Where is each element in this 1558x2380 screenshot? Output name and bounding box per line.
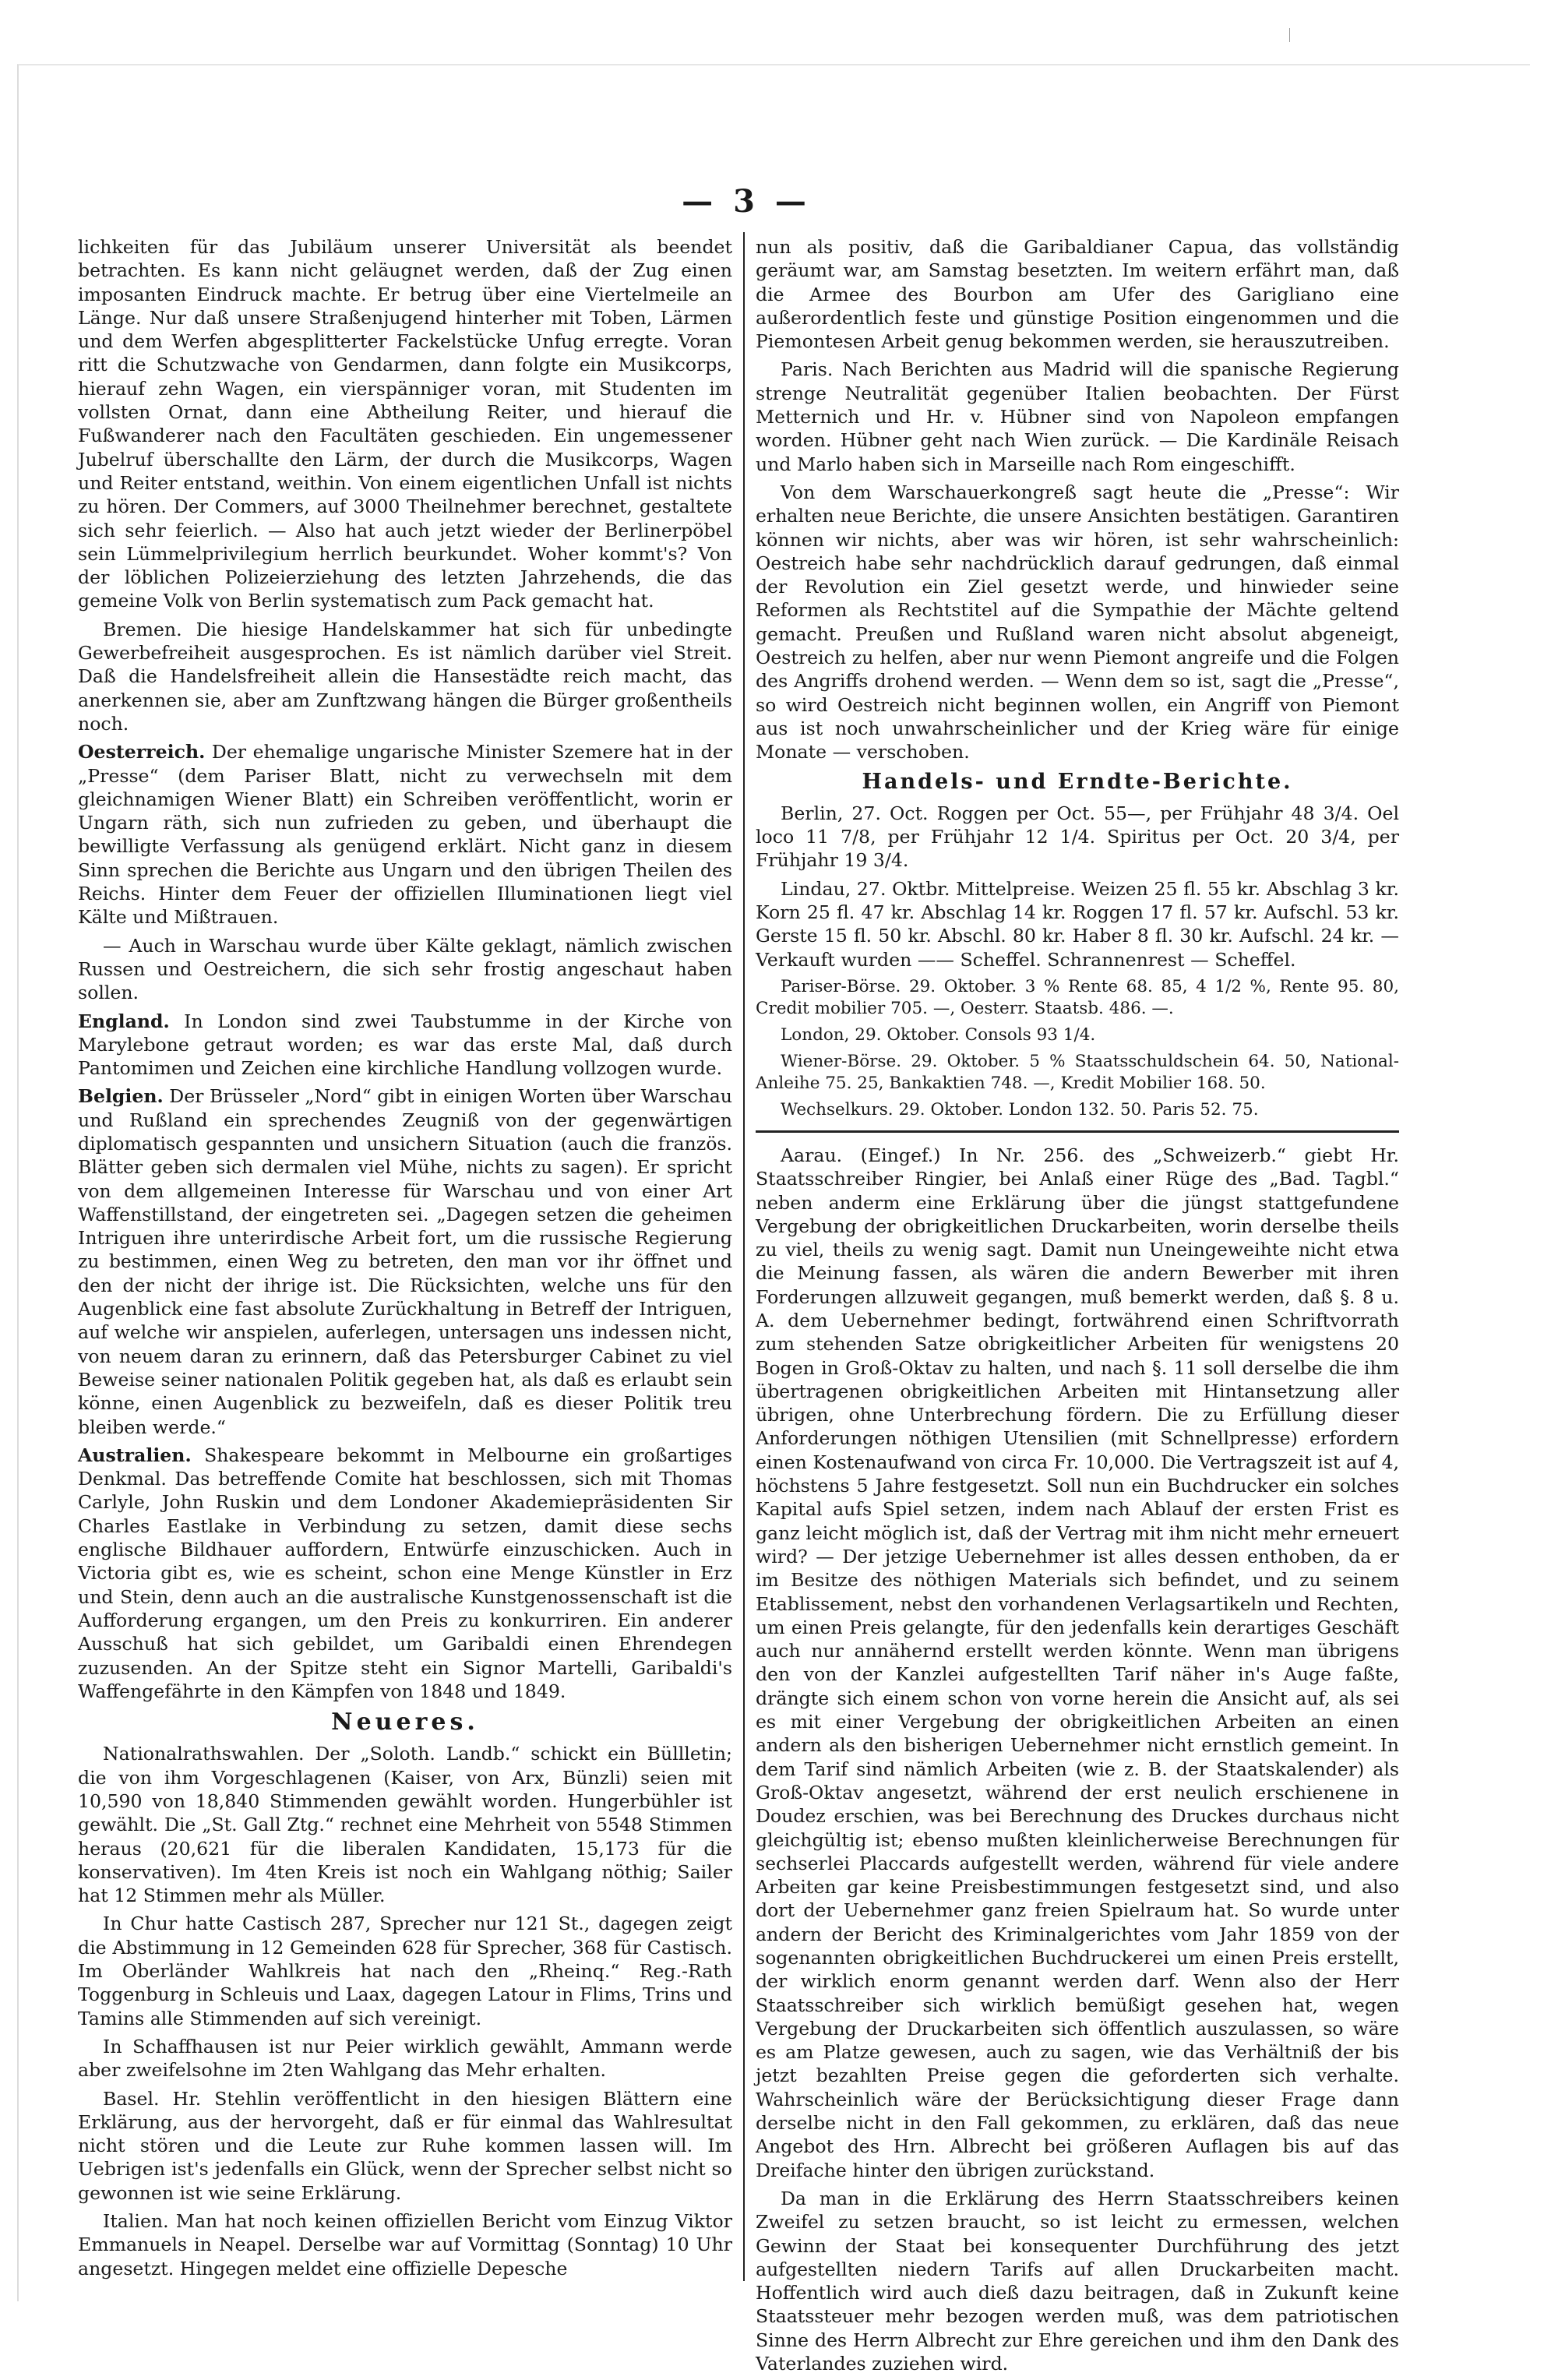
scan-mark xyxy=(1289,28,1290,42)
article-schaffhausen: In Schaffhausen ist nur Peier wirklich gewählt, Ammann werde aber zweifelsohne im 2ten Wahlgang das Mehr erhalten. xyxy=(78,2035,732,2082)
market-london: London, 29. Oktober. Consols 93 1/4. xyxy=(781,1024,1096,1045)
heading-belgien: Belgien. xyxy=(78,1085,164,1108)
article-belgien xyxy=(78,1084,732,1438)
article-basel: Basel. Hr. Stehlin veröffentlicht in den hiesigen Blättern eine Erklärung, aus der hervorgeht, daß er für einmal das Wahlresultat nicht stören und die Leute zur Ruhe kommen lassen will. Im Uebrigen ist's jedenfalls ein Glück, wenn der Sprecher selbst nicht so gewonnen ist wie seine Erklärung. xyxy=(78,2087,732,2204)
article-bremen: Bremen. Die hiesige Handelskammer hat sich für unbedingte Gewerbefreiheit ausgesprochen. Es ist nämlich darüber viel Streit. Daß die Handelsfreiheit allein die Hansestädte reich macht, das anerkennen sie, aber am Zunftzwang hängen die Bürger großentheils noch. xyxy=(78,618,732,735)
article-england xyxy=(78,1010,732,1081)
page-number: — 3 — xyxy=(682,183,811,220)
text-australien: Shakespeare bekommt in Melbourne ein großartiges Denkmal. Das betreffende Comite hat beschlossen, sich mit Thomas Carlyle, John Ruskin und dem Londoner Akademiepräsidenten Sir Charles Eastlake in Verbindung zu setzen, damit diese sechs englische Bildhauer auffordern, Entwürfe einzuschicken. Auch in Victoria gibt es, wie es scheint, schon eine Menge Künstler in Erz und Stein, denn auch an die australische Kunstgenossenschaft ist die Aufforderung ergangen, um den Preis zu konkurriren. Ein anderer Ausschuß hat sich gebildet, um Garibaldi einen Ehrendegen zuzusenden. An der Spitze steht ein Signor Martelli, Garibaldi's Waffengefährte in den Kämpfen von 1848 und 1849. xyxy=(78,1444,732,1702)
market-wiener-boerse: Wiener-Börse. 29. Oktober. 5 % Staatsschuldschein 64. 50, National-Anleihe 75. 25, Bankaktien 748. —, Kredit Mobilier 168. 50. xyxy=(756,1051,1399,1093)
article-warschauerkongress: Von dem Warschauerkongreß sagt heute die „Presse“: Wir erhalten neue Berichte, die unsere Ansichten bestätigen. Garantiren können wir nichts, aber was wir hören, ist sehr wahrscheinlich: Oestreich habe sehr nachdrücklich darauf gedrungen, daß einmal der Revolution ein Ziel gesetzt werde, und hinwieder seine Reformen als Rechtstitel auf die Sympathie der Mächte geltend gemacht. Preußen und Rußland waren nicht absolut abgeneigt, Oestreich zu helfen, aber nur wenn Piemont angreife und die Folgen des Angriffs drohend werden. — Wenn dem so ist, sagt die „Presse“, so wird Oestreich nicht beginnen wollen, ein Angriff von Piemont aus ist noch unwahrscheinlicher und der Krieg wäre für einige Monate — verschoben. xyxy=(756,481,1399,763)
market-lindau: Lindau, 27. Oktbr. Mittelpreise. Weizen 25 fl. 55 kr. Abschlag 3 kr. Korn 25 fl. 47 kr. Abschlag 14 kr. Roggen 17 fl. 57 kr. Aufschl. 53 kr. Gerste 15 fl. 50 kr. Abschl. 80 kr. Haber 8 fl. 30 kr. Aufschl. 24 kr. — Verkauft wurden —— Scheffel. Schrannenrest — Scheffel. xyxy=(756,877,1399,971)
text-england: In London sind zwei Taubstumme in der Kirche von Marylebone getraut worden; es war das erste Mal, daß durch Pantomimen und Zeichen eine kirchliche Handlung vollzogen wurde. xyxy=(78,1010,732,1080)
article-jubilaeum: lichkeiten für das Jubiläum unserer Universität als beendet betrachten. Es kann nicht geläugnet werden, daß der Zug einen imposanten Eindruck machte. Er betrug über eine Viertelmeile an Länge. Nur daß unsere Straßenjugend hinterher mit Toben, Lärmen und dem Werfen abgesplitterter Fackelstücke Unfug erregte. Voran ritt die Schutzwache von Gendarmen, dann folgte ein Musikcorps, hierauf zehn Wagen, ein vierspänniger voran, mit Studenten im vollsten Ornat, dann eine Abtheilung Reiter, und hierauf die Fußwanderer nach den Facultäten geschieden. Ein ungemessener Jubelruf überschallte den Lärm, der durch die Musikcorps, Wagen und Reiter entstand, weithin. Von einem eigentlichen Unfall ist nichts zu hören. Der Commers, auf 3000 Theilnehmer berechnet, gestaltete sich sehr feierlich. — Also hat auch jetzt wieder der Berlinerpöbel sein Lümmelprivilegium herrlich beurkundet. Woher kommt's? Von der löblichen Polizeierziehung des letzten Jahrzehends, die das gemeine Volk von Berlin systematisch zum Pack gemacht hat. xyxy=(78,236,732,612)
text-belgien: Der Brüsseler „Nord“ gibt in einigen Worten über Warschau und Rußland ein sprechendes Zeugniß von der gegenwärtigen diplomatisch gespannten und unsichern Situation (auch die französ. Blätter geben sich dermalen viel Mühe, nichts zu sagen). Er spricht von dem allgemeinen Interesse für Warschau und von einer Art Waffenstillstand, der eingetreten sei. „Dagegen setzen die geheimen Intriguen ihre unterirdische Arbeit fort, um die russische Regierung zu bestimmen, einen Weg zu betreten, den man vor ihr öffnet und den der nicht der ihrige ist. Die Rücksichten, welche uns für den Augenblick eine fast absolute Zurückhaltung in Betreff der Intriguen, auf welche wir anspielen, auferlegen, untersagen uns indessen nicht, von neuem daran zu erinnern, daß das Petersburger Cabinet zu viel Beweise seiner nationalen Politik gegeben hat, als daß es erlaubt sein könne, einen Augenblick zu bezweifeln, daß es dieser Politik treu bleiben werde.“ xyxy=(78,1085,732,1438)
left-column xyxy=(78,235,732,2285)
market-wechselkurs: Wechselkurs. 29. Oktober. London 132. 50. Paris 52. 75. xyxy=(781,1099,1259,1119)
article-aarau: Aarau. (Eingef.) In Nr. 256. des „Schweizerb.“ giebt Hr. Staatsschreiber Ringier, bei Anlaß einer Rüge des „Bad. Tagbl.“ neben anderm eine Erklärung über die jüngst stattgefundene Vergebung der obrigkeitlichen Druckarbeiten, worin derselbe theils zu viel, theils zu wenig sagt. Damit nun Uneingeweihte nicht etwa die Meinung fassen, als wären die andern Bewerber mit ihren Forderungen allzuweit gegangen, muß bemerkt werden, daß §. 8 u. A. dem Uebernehmer bedingt, fortwährend einen Schriftvorrath zum stehenden Satze obrigkeitlicher Arbeiten für wenigstens 20 Bogen in Groß-Oktav zu halten, und nach §. 11 soll derselbe die ihm übertragenen obrigkeitlichen Arbeiten mit Hintansetzung aller übrigen, ohne Unterbrechung fördern. Die zu Erfüllung dieser Anforderungen nöthigen Utensilien (mit Schnellpresse) erfordern einen Kostenaufwand von circa Fr. 10,000. Die Vertragszeit ist auf 4, höchstens 5 Jahre festgesetzt. Soll nun ein Buchdrucker ein solches Kapital aufs Spiel setzen, indem nach Ablauf der ersten Frist es ganz leicht möglich ist, daß der Vertrag mit ihm nicht mehr erneuert wird? — Der jetzige Uebernehmer ist alles dessen enthoben, da er im Besitze des nöthigen Materials sich befindet, und zu seinem Etablissement, nebst den vorhandenen Verlagsartikeln und Rechten, um einen Preis gelangte, für den jedenfalls kein derartiges Geschäft auch nur annähernd erstellt werden könnte. Wenn man übrigens den von der Kanzlei aufgestellten Tarif näher in's Auge faßte, drängte sich einem schon von vorne herein die Ansicht auf, als sei es mit einer Vergebung der obrigkeitlichen Arbeiten an einen andern als den bisherigen Uebernehmer nicht ernstlich gemeint. In dem Tarif sind nämlich Arbeiten (wie z. B. der Staatskalender) als Groß-Oktav angesetzt, während der erst neulich erschienene in Doudez erschien, was bei Berechnung des Druckes durchaus nicht gleichgültig ist; ebenso mußten kleinlicherweise Berechnungen für sechserlei Placcards aufgestellt werden, während für viele andere Arbeiten gar keine Preisbestimmungen festgesetzt sind, und also dort der Uebernehmer ganz freien Spielraum hat. So wurde unter andern der Bericht des Kriminalgerichtes vom Jahr 1859 von der sogenannten obrigkeitlichen Buchdruckerei um einen Preis erstellt, der wirklich enorm genannt werden darf. Wenn also der Herr Staatsschreiber sich wirklich bemüßigt gesehen hat, wegen Vergebung der Druckarbeiten sich öffentlich auszulassen, so wäre es am Platze gewesen, auch zu sagen, wie das Verhältniß der bis jetzt bezahlten Preise gegen die geforderten sich verhalte. Wahrscheinlich wäre der Berücksichtigung dieser Frage dann derselbe nicht in den Fall gekommen, zu erklären, daß das neue Angebot des Hrn. Albrecht bei größeren Auflagen bis auf das Dreifache hinter den übrigen zurückstand. xyxy=(756,1144,1399,2181)
heading-australien: Australien. xyxy=(78,1444,192,1466)
heading-oesterreich: Oesterreich. xyxy=(78,741,206,763)
market-paris-boerse: Pariser-Börse. 29. Oktober. 3 % Rente 68. 85, 4 1/2 %, Rente 95. 80, Credit mobilier 705. —, Oesterr. Staatsb. 486. —. xyxy=(756,976,1399,1018)
market-berlin: Berlin, 27. Oct. Roggen per Oct. 55—, per Frühjahr 48 3/4. Oel loco 11 7/8, per Frühjahr 12 1/4. Spiritus per Oct. 20 3/4, per Frühjahr 19 3/4. xyxy=(756,802,1399,872)
section-title-handel: Handels- und Erndte-Berichte. xyxy=(862,769,1293,794)
section-title-neueres: Neueres. xyxy=(331,1708,479,1737)
article-capua: nun als positiv, daß die Garibaldianer Capua, das vollständig geräumt war, am Samstag besetzten. Im weitern erfährt man, daß die Armee des Bourbon am Ufer des Garigliano eine außerordentlich feste und günstige Position eingenommen und die Piemontesen Arbeit genug bekommen werden, sie herauszutreiben. xyxy=(756,236,1399,353)
article-aarau-conclusion: Da man in die Erklärung des Herrn Staatsschreibers keinen Zweifel zu setzen braucht, so ist leicht zu ermessen, welchen Gewinn der Staat bei konsequenter Durchführung des jetzt aufgestellten niedern Tarifs auf allen Druckarbeiten macht. Hoffentlich wird auch dieß dazu beitragen, daß in Zukunft keine Staatssteuer mehr bezogen werden muß, was dem patriotischen Sinne des Herrn Albrecht zur Ehre gereichen und ihm den Dank des Vaterlandes zuziehen wird. xyxy=(756,2187,1399,2375)
article-paris: Paris. Nach Berichten aus Madrid will die spanische Regierung strenge Neutralität gegenüber Italien beobachten. Der Fürst Metternich und Hr. v. Hübner sind von Napoleon empfangen worden. Hübner geht nach Wien zurück. — Die Kardinäle Reisach und Marlo haben sich in Marseille nach Rom eingeschifft. xyxy=(756,358,1399,475)
text-oesterreich: Der ehemalige ungarische Minister Szemere hat in der „Presse“ (dem Pariser Blatt, nicht zu verwechseln mit dem gleichnamigen Wiener Blatt) ein Schreiben veröffentlicht, worin er Ungarn räth, sich nun zufrieden zu geben, und überhaupt die bewilligte Verfassung als genügend erklärt. Nicht ganz in diesem Sinn sprechen die Berichte aus Ungarn und den übrigen Theilen des Reichs. Hinter dem Feuer der offiziellen Illuminationen liegt viel Kälte und Mißtrauen. xyxy=(78,741,732,929)
article-nationalrathswahlen: Nationalrathswahlen. Der „Soloth. Landb.“ schickt ein Büllletin; die von ihm Vorgeschlagenen (Kaiser, von Arx, Bünzli) seien mit 10,590 von 18,840 Stimmenden gewählt worden. Hungerbühler ist gewählt. Die „St. Gall Ztg.“ rechnet eine Mehrheit von 5548 Stimmen heraus (20,621 für die liberalen Kandidaten, 15,173 für die konservativen). Im 4ten Kreis ist noch ein Wahlgang nöthig; Sailer hat 12 Stimmen mehr als Müller. xyxy=(78,1743,732,1907)
article-chur: In Chur hatte Castisch 287, Sprecher nur 121 St., dagegen zeigt die Abstimmung in 12 Gemeinden 628 für Sprecher, 368 für Castisch. Im Oberländer Wahlkreis hat nach den „Rheinq.“ Reg.-Rath Toggenburg in Schleuis und Laax, dagegen Latour in Flims, Trins und Tamins alle Stimmenden auf sich vereinigt. xyxy=(78,1913,732,2029)
heading-england: England. xyxy=(78,1010,170,1032)
article-italien: Italien. Man hat noch keinen offiziellen Bericht vom Einzug Viktor Emmanuels in Neapel. Derselbe war auf Vormittag (Sonntag) 10 Uhr angesetzt. Hingegen meldet eine offizielle Depesche xyxy=(78,2210,732,2280)
article-warschau: — Auch in Warschau wurde über Kälte geklagt, nämlich zwischen Russen und Oestreichern, die sich sehr frostig angeschaut haben sollen. xyxy=(78,934,732,1004)
article-australien xyxy=(78,1444,732,1703)
section-rule xyxy=(756,1130,1399,1133)
column-divider xyxy=(743,232,745,2281)
article-oesterreich xyxy=(78,740,732,929)
right-column xyxy=(756,235,1399,2380)
